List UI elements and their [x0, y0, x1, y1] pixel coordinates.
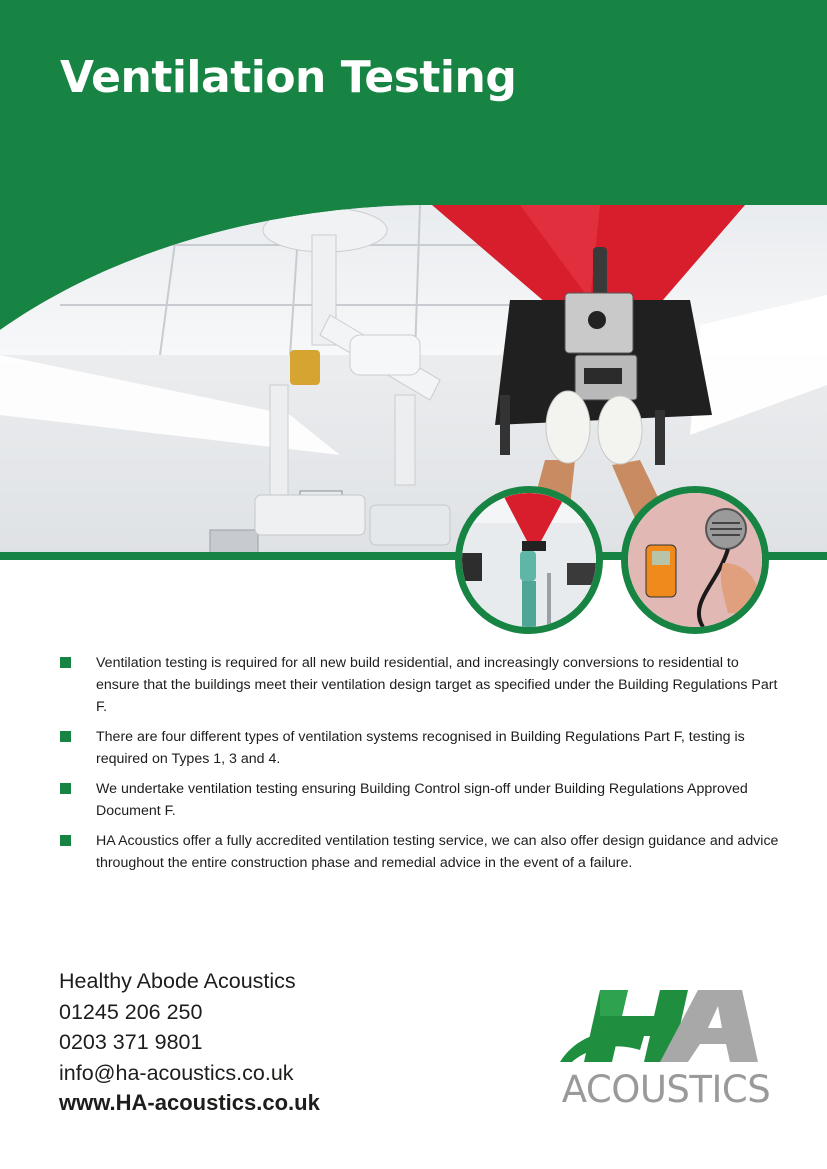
logo-wordmark: ACOUSTICS	[561, 1068, 771, 1111]
bullet-square-icon	[60, 835, 71, 846]
inset-photo-hood-test	[455, 486, 603, 634]
list-item-text: HA Acoustics offer a fully accredited ventilation testing service, we can also offer design guidance and advice throughout the entire construction phase and remedial advice in the event of a failure.	[96, 833, 779, 871]
list-item	[60, 726, 780, 770]
page-title: Ventilation Testing	[60, 52, 517, 103]
bullet-square-icon	[60, 731, 71, 742]
contact-block	[59, 966, 320, 1119]
list-item-text: Ventilation testing is required for all new build residential, and increasingly conversions to residential to ensure that the buildings meet their ventilation design target as specified under the Building Regulations Part F.	[96, 655, 778, 715]
list-item-text: We undertake ventilation testing ensuring Building Control sign-off under Building Regulations Approved Document F.	[96, 781, 748, 819]
inset-photo-anemometer	[621, 486, 769, 634]
ha-acoustics-logo	[560, 990, 772, 1112]
bullet-square-icon	[60, 657, 71, 668]
list-item	[60, 830, 780, 874]
phone-number[interactable]: 0203 371 9801	[59, 1030, 203, 1054]
bullet-square-icon	[60, 783, 71, 794]
phone-number[interactable]: 01245 206 250	[59, 999, 203, 1024]
bullet-list	[60, 652, 780, 882]
list-item	[60, 652, 780, 718]
list-item-text: There are four different types of ventilation systems recognised in Building Regulations Part F, testing is required on Types 1, 3 and 4.	[96, 729, 745, 767]
email-link[interactable]: info@ha-acoustics.co.uk	[59, 1060, 294, 1085]
company-name: Healthy Abode Acoustics	[59, 969, 296, 993]
list-item	[60, 778, 780, 822]
website-link[interactable]: www.HA-acoustics.co.uk	[59, 1090, 320, 1115]
ha-logo-mark-icon	[560, 990, 772, 1070]
